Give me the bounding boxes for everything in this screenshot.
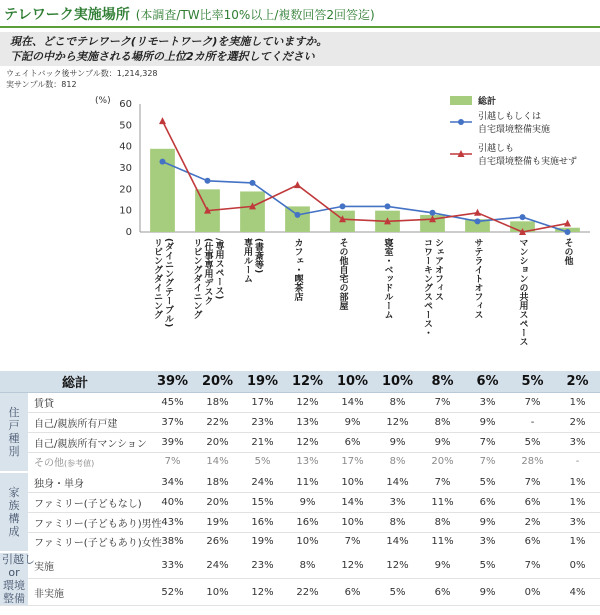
total-value: 8% bbox=[420, 371, 465, 392]
question-line-2: 下記の中から実施される場所の上位2カ所を選択してください bbox=[10, 50, 315, 63]
cell-value: 21% bbox=[240, 432, 285, 452]
legend-label-implemented: 引越しもしくは bbox=[478, 112, 542, 122]
cell-value: 6% bbox=[465, 492, 510, 512]
cell-value: 2% bbox=[555, 412, 600, 432]
cell-value: 14% bbox=[330, 492, 375, 512]
cell-value: 7% bbox=[420, 472, 465, 492]
bar-total bbox=[240, 191, 265, 232]
cell-value: 5% bbox=[465, 552, 510, 579]
cell-value: 7% bbox=[330, 532, 375, 552]
cell-value: 7% bbox=[420, 392, 465, 412]
row-label: 実施 bbox=[28, 552, 150, 579]
x-category-label: /専用スペース) bbox=[213, 238, 224, 300]
point-implemented bbox=[295, 212, 301, 218]
page-subtitle: (本調査/TW比率10%以上/複数回答2回答迄) bbox=[135, 8, 375, 22]
row-label: ファミリー(子どもあり)女性 bbox=[28, 532, 150, 552]
total-value: 19% bbox=[240, 371, 285, 392]
cell-value: 8% bbox=[420, 512, 465, 532]
cell-value: 6% bbox=[420, 579, 465, 606]
cell-value: 12% bbox=[375, 552, 420, 579]
cell-value: 7% bbox=[465, 432, 510, 452]
cell-value: 6% bbox=[510, 492, 555, 512]
cell-value: 19% bbox=[195, 512, 240, 532]
cell-value: 14% bbox=[375, 472, 420, 492]
cell-value: 24% bbox=[195, 552, 240, 579]
table-row bbox=[0, 472, 600, 492]
total-value: 12% bbox=[285, 371, 330, 392]
cell-value: 18% bbox=[195, 472, 240, 492]
cell-value: 37% bbox=[150, 412, 195, 432]
cell-value: 12% bbox=[285, 432, 330, 452]
point-implemented bbox=[160, 159, 166, 165]
cell-value: 6% bbox=[510, 532, 555, 552]
combo-chart bbox=[0, 90, 600, 370]
group-category-label: 引越し or 環境 整備 bbox=[2, 553, 35, 605]
cell-value: 8% bbox=[375, 512, 420, 532]
cell-value: 38% bbox=[150, 532, 195, 552]
line-series-implemented bbox=[163, 162, 568, 232]
row-label: 非実施 bbox=[28, 579, 150, 606]
cell-value: 22% bbox=[285, 579, 330, 606]
cell-value: 5% bbox=[510, 432, 555, 452]
y-tick-label: 50 bbox=[119, 120, 132, 132]
cell-value: 1% bbox=[555, 392, 600, 412]
legend-swatch-total bbox=[450, 96, 472, 105]
row-label: 独身・単身 bbox=[28, 472, 150, 492]
page-title: テレワーク実施場所 bbox=[4, 7, 130, 23]
cell-value: 16% bbox=[285, 512, 330, 532]
legend-marker-implemented bbox=[458, 119, 464, 125]
table-row bbox=[0, 532, 600, 552]
total-value: 6% bbox=[465, 371, 510, 392]
cell-value: 9% bbox=[375, 432, 420, 452]
x-category-label: その他自宅の部屋 bbox=[337, 238, 348, 310]
cell-value: 14% bbox=[195, 452, 240, 472]
x-category-label: 専用ルーム bbox=[242, 238, 252, 283]
group-category-label: 家 族 構 成 bbox=[0, 472, 28, 552]
x-category-label: マンションの共用スペース bbox=[517, 238, 528, 346]
legend-label-not-implemented: 引越しも bbox=[478, 144, 515, 154]
x-category-label: リビングダイニング bbox=[152, 238, 162, 319]
table-row bbox=[0, 512, 600, 532]
x-category-label: サテライトオフィス bbox=[472, 238, 483, 319]
cell-value: 52% bbox=[150, 579, 195, 606]
cell-value: 9% bbox=[465, 512, 510, 532]
cell-value: - bbox=[555, 452, 600, 472]
point-implemented bbox=[340, 203, 346, 209]
cell-value: 10% bbox=[285, 532, 330, 552]
cell-value: 8% bbox=[375, 452, 420, 472]
x-category-label: (仕事専用デスク bbox=[202, 238, 213, 306]
cell-value: 20% bbox=[195, 492, 240, 512]
cell-value: 0% bbox=[510, 579, 555, 606]
cell-value: 0% bbox=[555, 552, 600, 579]
y-tick-label: 10 bbox=[119, 205, 132, 217]
total-value: 39% bbox=[150, 371, 195, 392]
cell-value: 7% bbox=[150, 452, 195, 472]
cell-value: 8% bbox=[420, 412, 465, 432]
row-label: ファミリー(子どもなし) bbox=[28, 492, 150, 512]
cell-value: 1% bbox=[555, 492, 600, 512]
cell-value: 1% bbox=[555, 472, 600, 492]
cell-value: 10% bbox=[195, 579, 240, 606]
point-implemented bbox=[565, 229, 571, 235]
cell-value: 9% bbox=[465, 579, 510, 606]
total-value: 5% bbox=[510, 371, 555, 392]
cell-value: 3% bbox=[465, 392, 510, 412]
total-value: 20% bbox=[195, 371, 240, 392]
cell-value: 9% bbox=[420, 552, 465, 579]
cell-value: 19% bbox=[240, 532, 285, 552]
cell-value: 34% bbox=[150, 472, 195, 492]
cell-value: 6% bbox=[330, 432, 375, 452]
cell-value: 13% bbox=[285, 412, 330, 432]
y-tick-label: 0 bbox=[125, 227, 132, 238]
total-value: 10% bbox=[375, 371, 420, 392]
cell-value: 22% bbox=[195, 412, 240, 432]
point-implemented bbox=[475, 218, 481, 224]
row-label: ファミリー(子どもあり)男性 bbox=[28, 512, 150, 532]
cell-value: 23% bbox=[240, 552, 285, 579]
row-label: 自己/親族所有戸建 bbox=[28, 412, 150, 432]
table-row bbox=[0, 432, 600, 452]
cell-value: 9% bbox=[420, 432, 465, 452]
cell-value: 20% bbox=[420, 452, 465, 472]
cell-value: 12% bbox=[285, 392, 330, 412]
cell-value: 14% bbox=[375, 532, 420, 552]
legend-label-implemented: 自宅環境整備実施 bbox=[478, 125, 551, 135]
cell-value: 12% bbox=[330, 552, 375, 579]
cell-value: 7% bbox=[465, 452, 510, 472]
total-label: 総計 bbox=[0, 371, 150, 392]
cell-value: 5% bbox=[375, 579, 420, 606]
cell-value: 6% bbox=[330, 579, 375, 606]
row-label-suffix: (参考値) bbox=[64, 459, 95, 469]
cell-value: 33% bbox=[150, 552, 195, 579]
group-category-label: 住 戸 種 別 bbox=[0, 392, 28, 472]
question-box bbox=[0, 32, 600, 66]
cell-value: 3% bbox=[555, 432, 600, 452]
point-implemented bbox=[430, 210, 436, 216]
point-not-implemented bbox=[474, 209, 481, 216]
table-row bbox=[0, 452, 600, 472]
line-series-not-implemented bbox=[163, 121, 568, 232]
y-tick-label: 60 bbox=[119, 99, 132, 110]
sample-weighted: ウェイトバック後サンプル数：1,214,328 bbox=[6, 69, 158, 78]
point-not-implemented bbox=[294, 181, 301, 188]
cell-value: 24% bbox=[240, 472, 285, 492]
cell-value: 7% bbox=[510, 552, 555, 579]
table-row bbox=[0, 412, 600, 432]
cell-value: 9% bbox=[285, 492, 330, 512]
cell-value: 8% bbox=[375, 392, 420, 412]
cell-value: 26% bbox=[195, 532, 240, 552]
cell-value: 16% bbox=[240, 512, 285, 532]
cell-value: 11% bbox=[420, 492, 465, 512]
point-implemented bbox=[520, 214, 526, 220]
title-bar bbox=[0, 0, 600, 28]
cell-value: 15% bbox=[240, 492, 285, 512]
cell-value: 45% bbox=[150, 392, 195, 412]
point-not-implemented bbox=[159, 117, 166, 124]
cell-value: 9% bbox=[465, 412, 510, 432]
cell-value: 3% bbox=[555, 512, 600, 532]
row-label: 賃貸 bbox=[28, 392, 150, 412]
x-category-label: リビングダイニング bbox=[191, 238, 202, 319]
x-category-label: (書斎等) bbox=[253, 238, 263, 274]
cell-value: 18% bbox=[195, 392, 240, 412]
legend-label-total: 総計 bbox=[478, 97, 497, 107]
y-tick-label: 20 bbox=[119, 184, 132, 196]
x-category-label: カフェ・喫茶店 bbox=[292, 238, 303, 301]
cell-value: - bbox=[510, 412, 555, 432]
row-label: 自己/親族所有マンション bbox=[28, 432, 150, 452]
cell-value: 20% bbox=[195, 432, 240, 452]
cell-value: 11% bbox=[285, 472, 330, 492]
x-category-label: 寝室・ベッドルーム bbox=[382, 238, 393, 319]
cell-value: 39% bbox=[150, 432, 195, 452]
point-implemented bbox=[250, 180, 256, 186]
question-line-1: 現在、どこでテレワーク(リモートワーク)を実施していますか。 bbox=[10, 35, 328, 48]
total-row bbox=[0, 371, 600, 392]
cell-value: 10% bbox=[330, 472, 375, 492]
cell-value: 3% bbox=[375, 492, 420, 512]
table-row bbox=[0, 392, 600, 412]
y-tick-label: 40 bbox=[119, 141, 132, 153]
legend-label-not-implemented: 自宅環境整備も実施せず bbox=[478, 157, 578, 167]
y-tick-label: 30 bbox=[119, 163, 132, 174]
cell-value: 9% bbox=[330, 412, 375, 432]
sample-actual: 実サンプル数：812 bbox=[6, 80, 77, 89]
x-category-label: (ダイニングテーブル) bbox=[163, 238, 173, 328]
cell-value: 5% bbox=[465, 472, 510, 492]
cell-value: 11% bbox=[420, 532, 465, 552]
x-category-label: シェアオフィス bbox=[433, 238, 443, 301]
cell-value: 12% bbox=[375, 412, 420, 432]
total-value: 10% bbox=[330, 371, 375, 392]
cell-value: 7% bbox=[510, 392, 555, 412]
total-value: 2% bbox=[555, 371, 600, 392]
x-category-label: コワーキングスペース・ bbox=[422, 238, 432, 337]
cell-value: 43% bbox=[150, 512, 195, 532]
x-category-label: その他 bbox=[562, 238, 573, 265]
table-row bbox=[0, 579, 600, 606]
point-implemented bbox=[205, 178, 211, 184]
table-row bbox=[0, 492, 600, 512]
point-implemented bbox=[385, 203, 391, 209]
cell-value: 12% bbox=[240, 579, 285, 606]
cell-value: 10% bbox=[330, 512, 375, 532]
cell-value: 1% bbox=[555, 532, 600, 552]
cell-value: 40% bbox=[150, 492, 195, 512]
cell-value: 8% bbox=[285, 552, 330, 579]
cell-value: 13% bbox=[285, 452, 330, 472]
y-axis-unit: (%) bbox=[95, 96, 111, 106]
row-label: その他(参考値) bbox=[28, 452, 150, 472]
crosstab-table bbox=[0, 371, 600, 606]
cell-value: 7% bbox=[510, 472, 555, 492]
cell-value: 2% bbox=[510, 512, 555, 532]
cell-value: 23% bbox=[240, 412, 285, 432]
cell-value: 3% bbox=[465, 532, 510, 552]
cell-value: 17% bbox=[330, 452, 375, 472]
cell-value: 5% bbox=[240, 452, 285, 472]
point-not-implemented bbox=[564, 219, 571, 226]
cell-value: 28% bbox=[510, 452, 555, 472]
bar-total bbox=[285, 206, 310, 232]
sample-info bbox=[6, 68, 158, 90]
cell-value: 17% bbox=[240, 392, 285, 412]
cell-value: 14% bbox=[330, 392, 375, 412]
cell-value: 4% bbox=[555, 579, 600, 606]
table-row bbox=[0, 552, 600, 579]
